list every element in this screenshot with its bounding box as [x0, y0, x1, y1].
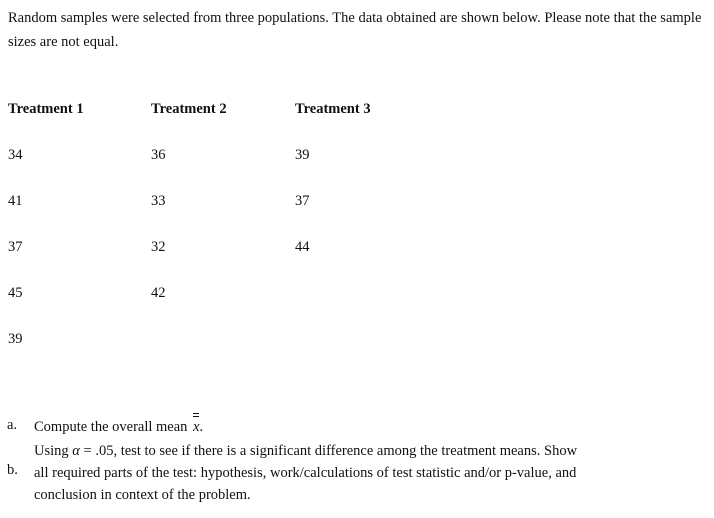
treatment-2-header: Treatment 2	[151, 101, 227, 117]
question-b-label: b.	[7, 462, 18, 478]
question-a-text	[34, 412, 594, 438]
table-cell: 32	[151, 239, 166, 255]
question-b-prefix: Using	[34, 443, 73, 459]
question-a-prompt: Compute the overall mean	[34, 419, 192, 435]
question-b-text	[34, 440, 594, 506]
table-cell: 37	[8, 239, 23, 255]
table-cell: 44	[295, 239, 310, 255]
table-cell: 36	[151, 147, 166, 163]
question-a-period: .	[199, 419, 204, 435]
table-cell: 37	[295, 193, 310, 209]
problem-intro: Random samples were selected from three populations. The data obtained are shown below. Please note that the sample sizes are not equal.	[8, 10, 702, 50]
table-cell: 34	[8, 147, 23, 163]
alpha-symbol: α	[72, 443, 80, 459]
grand-mean-symbol: x	[193, 412, 199, 438]
table-cell: 39	[295, 147, 310, 163]
question-b-body: = .05, test to see if there is a significant difference among the treatment means. Show all required parts of the test: hypothesis, work/calculations of test statistic and/or p-value, and conclusion in context of the problem.	[34, 443, 578, 503]
table-cell: 33	[151, 193, 166, 209]
data-table	[8, 0, 508, 360]
treatment-3-header: Treatment 3	[295, 101, 371, 117]
treatment-1-header: Treatment 1	[8, 101, 84, 117]
question-a-label: a.	[7, 417, 18, 433]
table-cell: 39	[8, 331, 23, 347]
table-cell: 41	[8, 193, 23, 209]
table-cell: 42	[151, 285, 166, 301]
table-cell: 45	[8, 285, 23, 301]
